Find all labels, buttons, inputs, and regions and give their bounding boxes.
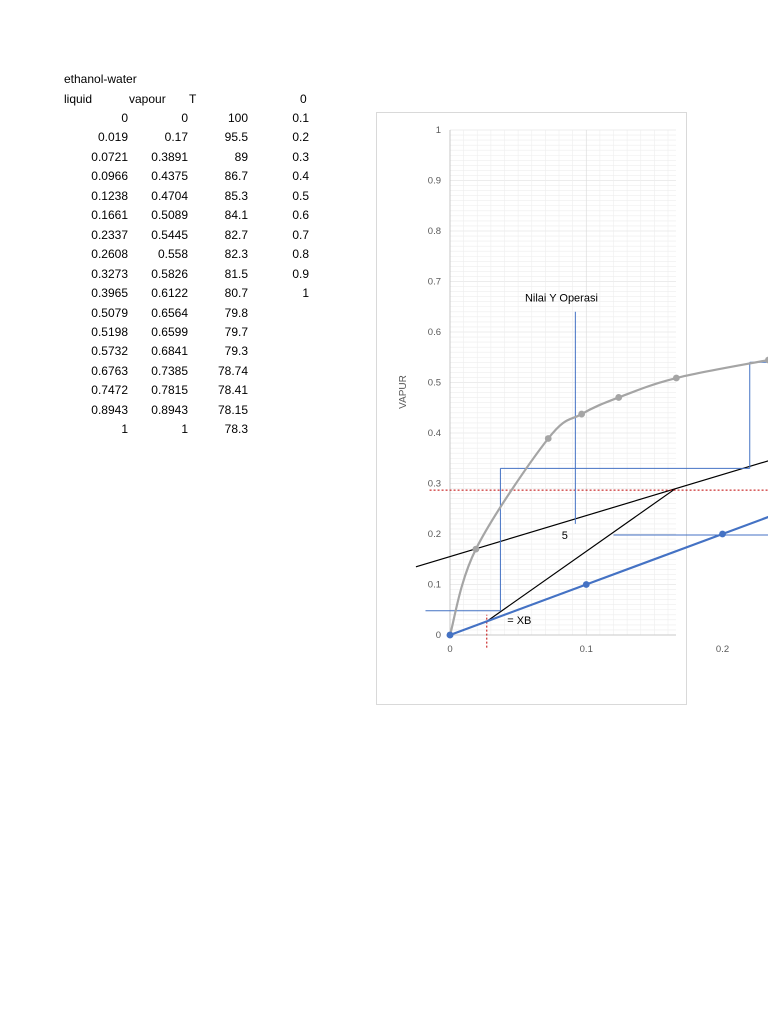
- x-cell: 0.8: [292, 247, 309, 262]
- t-cell: 78.15: [217, 402, 248, 417]
- equilibrium-point: [545, 435, 552, 442]
- y-tick-label: 0.2: [427, 529, 441, 540]
- y-tick-label: 0.4: [427, 428, 441, 439]
- equilibrium-point: [578, 411, 585, 418]
- t-cell: 89: [234, 149, 248, 164]
- t-cell: 80.7: [224, 286, 248, 301]
- vapour-cell: 0.558: [157, 247, 188, 262]
- header-x0: 0: [300, 92, 307, 106]
- liquid-cell: 0.019: [97, 130, 128, 145]
- t-cell: 100: [227, 111, 248, 125]
- equilibrium-point: [472, 546, 479, 553]
- y-tick-label: 0.6: [427, 327, 441, 338]
- liquid-cell: 0.5732: [91, 344, 128, 359]
- vapour-cell: 0.6599: [151, 324, 188, 339]
- y-tick-label: 0.9: [427, 175, 441, 187]
- x-cell: 0.4: [292, 169, 309, 184]
- t-cell: 84.1: [224, 208, 248, 223]
- y-tick-label: 0.8: [427, 226, 441, 237]
- y-tick-label: 0.1: [427, 579, 441, 591]
- x-cell: 0.2: [292, 130, 309, 145]
- diagonal-point: [583, 581, 590, 588]
- vapour-cell: 1: [181, 422, 188, 437]
- t-cell: 78.41: [217, 383, 248, 398]
- vapour-cell: 0.7385: [151, 363, 188, 378]
- vapour-cell: 0.5445: [151, 227, 188, 242]
- t-cell: 79.3: [224, 344, 248, 359]
- liquid-cell: 0.0721: [91, 149, 128, 164]
- vapour-cell: 0.5826: [151, 266, 188, 281]
- liquid-cell: 0.5079: [91, 305, 128, 320]
- liquid-cell: 0.6763: [91, 363, 128, 378]
- t-cell: 79.8: [224, 305, 248, 320]
- y-tick-label: 0.3: [427, 478, 441, 490]
- x-cell: 0.9: [292, 266, 309, 281]
- y-tick-label: 0: [435, 630, 441, 641]
- x-cell: 1: [302, 286, 309, 301]
- chart-annotation: 5: [561, 530, 568, 543]
- vapour-cell: 0.4375: [151, 169, 188, 184]
- x-cell: 0.1: [292, 111, 309, 125]
- liquid-cell: 0: [121, 111, 128, 125]
- y-tick-label: 0.5: [427, 377, 441, 389]
- liquid-cell: 0.8943: [91, 402, 128, 417]
- t-cell: 81.5: [224, 266, 248, 281]
- diagonal-point: [447, 632, 454, 639]
- y-tick-label: 0.7: [427, 276, 441, 288]
- liquid-cell: 0.5198: [91, 324, 128, 339]
- x-cell: 0.5: [292, 188, 309, 203]
- diagonal-point: [719, 531, 726, 538]
- x-cell: 0.7: [292, 227, 309, 242]
- vapour-cell: 0.6564: [151, 305, 188, 320]
- vapour-cell: 0.4704: [151, 188, 188, 203]
- chart-annotation: Nilai Y Operasi: [524, 292, 598, 305]
- equilibrium-point: [673, 375, 680, 382]
- liquid-cell: 0.3965: [91, 286, 128, 301]
- y-axis-label: VAPUR: [398, 375, 409, 409]
- t-cell: 82.3: [224, 247, 248, 262]
- t-cell: 85.3: [224, 188, 248, 203]
- vapour-cell: 0.6841: [151, 344, 188, 359]
- x-cell: 0.6: [292, 208, 309, 223]
- vapour-cell: 0.8943: [151, 402, 188, 417]
- t-cell: 78.74: [217, 363, 248, 378]
- header-t: T: [189, 92, 197, 106]
- liquid-cell: 0.0966: [91, 169, 128, 184]
- liquid-cell: 0.2608: [91, 247, 128, 262]
- chart-annotation: = XB: [507, 614, 532, 627]
- liquid-cell: 0.1238: [91, 188, 128, 203]
- vapour-cell: 0.7815: [151, 383, 188, 398]
- liquid-cell: 1: [121, 422, 128, 437]
- liquid-cell: 0.2337: [91, 227, 128, 242]
- liquid-cell: 0.7472: [91, 383, 128, 398]
- t-cell: 82.7: [224, 227, 248, 242]
- header-liquid: liquid: [64, 92, 93, 106]
- t-cell: 86.7: [224, 169, 248, 184]
- y-tick-label: 1: [435, 125, 441, 136]
- liquid-cell: 0.1661: [91, 208, 128, 223]
- t-cell: 95.5: [224, 130, 248, 145]
- t-cell: 78.3: [224, 422, 248, 437]
- header-vapour: vapour: [129, 92, 166, 106]
- vapour-cell: 0.3891: [151, 149, 188, 164]
- x-tick-label: 0: [447, 644, 453, 655]
- t-cell: 79.7: [224, 324, 248, 339]
- vle-chart: [376, 112, 730, 705]
- vapour-cell: 0: [181, 111, 188, 125]
- vapour-cell: 0.6122: [151, 286, 188, 301]
- vapour-cell: 0.5089: [151, 208, 188, 223]
- vapour-cell: 0.17: [164, 130, 188, 145]
- liquid-cell: 0.3273: [91, 266, 128, 281]
- x-tick-label: 0.2: [715, 644, 730, 655]
- x-cell: 0.3: [292, 149, 309, 164]
- equilibrium-point: [615, 394, 622, 401]
- x-tick-label: 0.1: [579, 644, 593, 655]
- sheet-title: ethanol-water: [64, 72, 137, 86]
